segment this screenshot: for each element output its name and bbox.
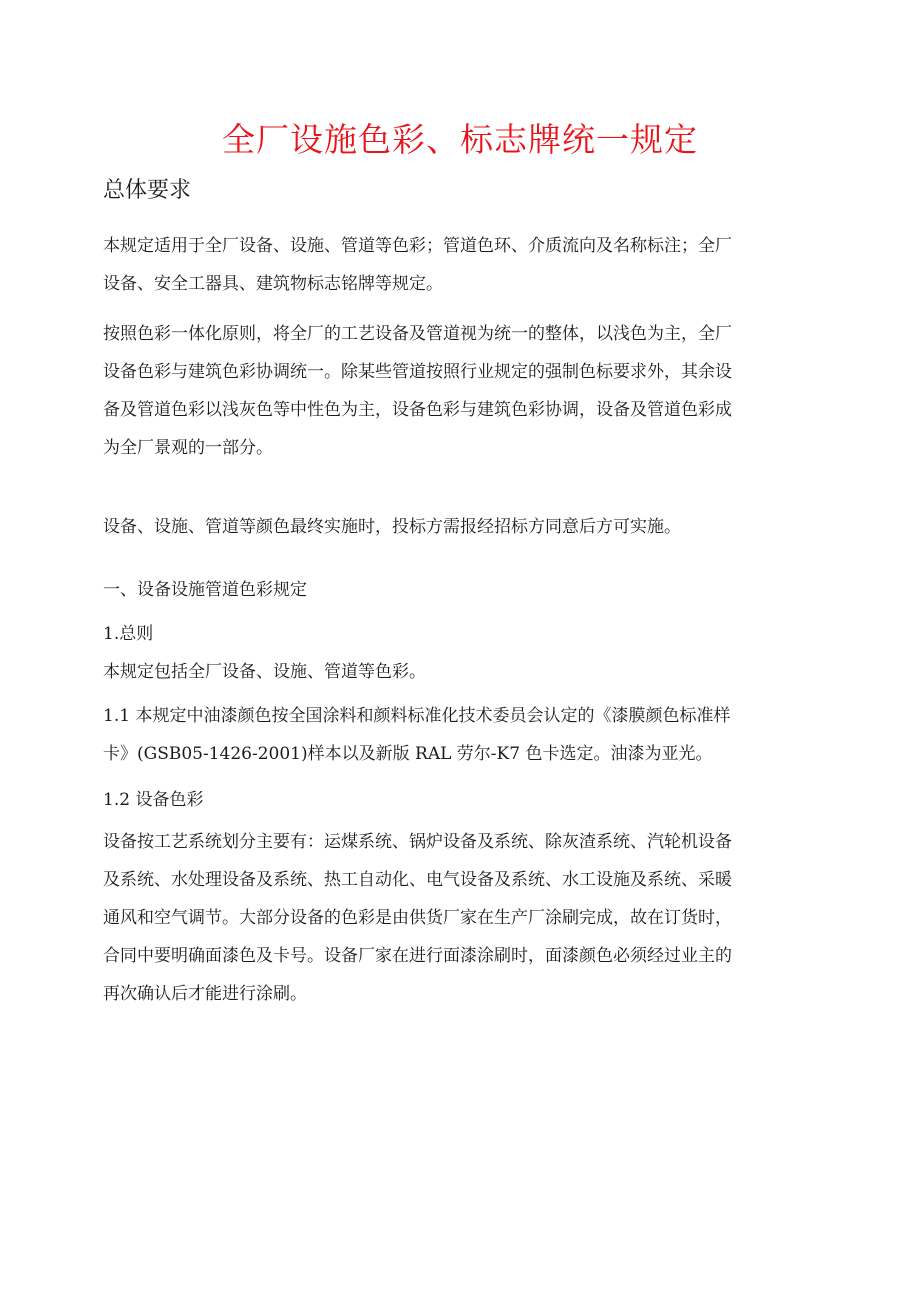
paragraph-line: 再次确认后才能进行涂刷。 xyxy=(103,984,307,1004)
paragraph-line: 1.2 设备色彩 xyxy=(103,790,204,810)
paragraph-1-1 xyxy=(103,697,803,773)
paragraph-coverage xyxy=(103,653,803,691)
document-title: 全厂设施色彩、标志牌统一规定 xyxy=(222,120,698,159)
paragraph-line: 及系统、水处理设备及系统、热工自动化、电气设备及系统、水工设施及系统、采暖 xyxy=(103,870,732,890)
paragraph-line: 1.总则 xyxy=(103,624,154,644)
paragraph-line: 设备色彩与建筑色彩协调统一。除某些管道按照行业规定的强制色标要求外，其余设 xyxy=(103,362,732,382)
section-heading-1 xyxy=(103,571,803,609)
paragraph-line: 本规定适用于全厂设备、设施、管道等色彩；管道色环、介质流向及名称标注；全厂 xyxy=(103,236,732,256)
paragraph-implementation xyxy=(103,508,803,546)
paragraph-line: 为全厂景观的一部分。 xyxy=(103,438,273,458)
paragraph-line: 设备、安全工器具、建筑物标志铭牌等规定。 xyxy=(103,274,443,294)
paragraph-line: 备及管道色彩以浅灰色等中性色为主，设备色彩与建筑色彩协调，设备及管道色彩成 xyxy=(103,400,732,420)
paragraph-scope xyxy=(103,227,803,303)
paragraph-line: 按照色彩一体化原则，将全厂的工艺设备及管道视为统一的整体，以浅色为主，全厂 xyxy=(103,324,732,344)
subheading-1-2 xyxy=(103,781,803,819)
paragraph-line: 合同中要明确面漆色及卡号。设备厂家在进行面漆涂刷时，面漆颜色必须经过业主的 xyxy=(103,946,732,966)
paragraph-equipment-color xyxy=(103,823,803,1013)
section-heading-general: 总体要求 xyxy=(103,178,192,203)
paragraph-line: 1.1 本规定中油漆颜色按全国涂料和颜料标准化技术委员会认定的《漆膜颜色标准样 xyxy=(103,706,731,726)
paragraph-line: 本规定包括全厂设备、设施、管道等色彩。 xyxy=(103,662,426,682)
paragraph-line: 卡》(GSB05-1426-2001)样本以及新版 RAL 劳尔-K7 色卡选定。油漆为亚光。 xyxy=(103,744,713,764)
subheading-general-rules xyxy=(103,615,803,653)
paragraph-color-principle xyxy=(103,315,803,467)
paragraph-line: 一、设备设施管道色彩规定 xyxy=(103,580,307,600)
paragraph-line: 设备按工艺系统划分主要有：运煤系统、锅炉设备及系统、除灰渣系统、汽轮机设备 xyxy=(103,832,732,852)
paragraph-line: 设备、设施、管道等颜色最终实施时，投标方需报经招标方同意后方可实施。 xyxy=(103,517,681,537)
paragraph-line: 通风和空气调节。大部分设备的色彩是由供货厂家在生产厂涂刷完成，故在订货时， xyxy=(103,908,732,928)
